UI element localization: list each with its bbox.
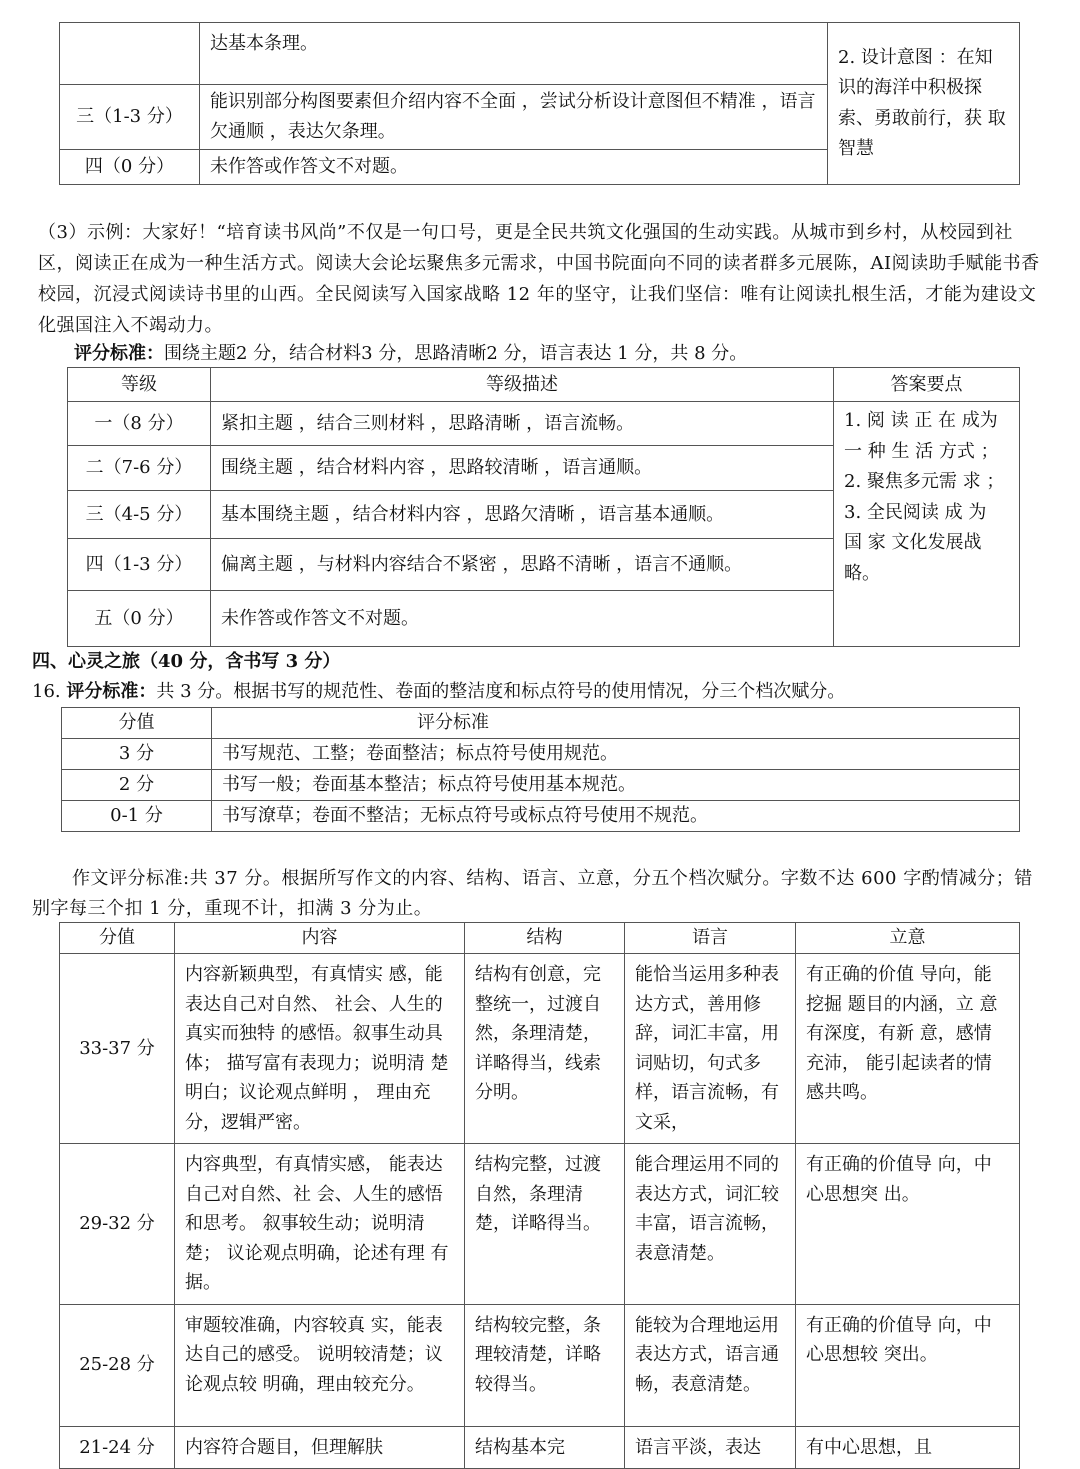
essay-score: 21-24 分 [60, 1426, 175, 1469]
criteria-line [74, 339, 747, 369]
essay-language: 能恰当运用多种表达方式，善用修辞，词汇丰富，用词贴切，句式多样，语言流畅，有文采， [625, 954, 796, 1144]
empty-level-cell [60, 23, 200, 85]
essay-content: 审题较准确，内容较真 实，能表达自己的感受。 说明较清楚；议论观点较 明确，理由较充分。 [175, 1304, 465, 1426]
grade-header: 答案要点 [834, 368, 1020, 402]
essay-theme: 有中心思想，且 [796, 1426, 1020, 1469]
q16-line [32, 677, 845, 707]
q16-text: 共 3 分。根据书写的规范性、卷面的整洁度和标点符号的使用情况，分三个档次赋分。 [156, 681, 846, 702]
criteria-text: 围绕主题2 分，结合材料3 分，思路清晰2 分，语言表达 1 分，共 8 分。 [164, 343, 748, 364]
grade-header: 等级描述 [211, 368, 834, 402]
example-paragraph: （3）示例：大家好！“培育读书风尚”不仅是一句口号，更是全民共筑文化强国的生动实践。从城市到乡村，从校园到社区，阅读正在成为一种生活方式。阅读大会论坛聚焦多元需求，中国书院面向不同的读者群多元展陈，AI阅读助手赋能书香校园，沉浸式阅读诗书里的山西。全民阅读写入国家战略 12 年的坚守，让我们坚信：唯有让阅读扎根生活，才能为建设文化强国注入不竭动力。 [38, 222, 1040, 336]
top-grade-table [59, 22, 1020, 185]
essay-header: 语言 [625, 923, 796, 954]
essay-content: 内容典型，有真情实感， 能表达自己对自然、社 会、人生的感悟和思考。 叙事较生动；说明清楚； 议论观点明确，论述有理 有据。 [175, 1144, 465, 1305]
grade-desc: 紧扣主题 ，结合三则材料 ，思路清晰 ，语言流畅。 [211, 402, 834, 446]
grade-desc: 偏离主题 ，与材料内容结合不紧密 ，思路不清晰 ，语言不通顺。 [211, 539, 834, 591]
essay-header: 内容 [175, 923, 465, 954]
writing-header: 分值 [62, 708, 212, 739]
essay-header: 分值 [60, 923, 175, 954]
grade-level: 一（8 分） [68, 402, 211, 446]
essay-language: 能合理运用不同的表达方式，词汇较丰富，语言流畅，表意清楚。 [625, 1144, 796, 1305]
essay-structure: 结构较完整，条理较清楚，详略较得当。 [465, 1304, 625, 1426]
essay-header: 立意 [796, 923, 1020, 954]
writing-desc: 书写一般；卷面基本整洁；标点符号使用基本规范。 [212, 770, 1020, 801]
essay-score: 29-32 分 [60, 1144, 175, 1305]
writing-score: 2 分 [62, 770, 212, 801]
criteria-label: 评分标准： [74, 343, 164, 364]
essay-score: 33-37 分 [60, 954, 175, 1144]
grade-table [67, 367, 1020, 647]
essay-content: 内容符合题目，但理解肤 [175, 1426, 465, 1469]
essay-language: 语言平淡，表达 [625, 1426, 796, 1469]
essay-content: 内容新颖典型，有真情实 感，能表达自己对自然、 社会、人生的真实而独特 的感悟。叙事生动具体； 描写富有表现力；说明清 楚明白；议论观点鲜明 ， 理由充分，逻辑严密。 [175, 954, 465, 1144]
writing-desc: 书写潦草；卷面不整洁；无标点符号或标点符号使用不规范。 [212, 801, 1020, 832]
writing-desc: 书写规范、工整；卷面整洁；标点符号使用规范。 [212, 739, 1020, 770]
essay-intro: 作文评分标准:共 37 分。根据所写作文的内容、结构、语言、立意，分五个档次赋分。字数不达 600 字酌情减分；错别字每三个扣 1 分，重现不计，扣满 3 分为止。 [32, 868, 1033, 919]
writing-header: 评分标准 [212, 708, 1020, 739]
grade-level: 四（1-3 分） [68, 539, 211, 591]
level-desc-cell: 能识别部分构图要素但介绍内容不全面 ，尝试分析设计意图但不精准 ，语言欠通顺 ，表达欠条理。 [200, 85, 828, 150]
grade-level: 二（7-6 分） [68, 446, 211, 491]
grade-level: 三（4-5 分） [68, 491, 211, 539]
writing-table [61, 707, 1020, 832]
grade-header: 等级 [68, 368, 211, 402]
q16-label: 评分标准： [66, 681, 157, 702]
writing-score: 3 分 [62, 739, 212, 770]
key-point-cell: 2. 设计意图 ：在知 识的海洋中积极探 索、勇敢前行，获 取智慧 [828, 23, 1020, 185]
essay-language: 能较为合理地运用表达方式，语言通畅，表意清楚。 [625, 1304, 796, 1426]
q16-number: 16. [32, 681, 61, 702]
grade-desc: 未作答或作答文不对题。 [211, 591, 834, 647]
grade-desc: 围绕主题 ，结合材料内容 ，思路较清晰 ，语言通顺。 [211, 446, 834, 491]
essay-header: 结构 [465, 923, 625, 954]
essay-theme: 有正确的价值导 向，中心思想较 突出。 [796, 1304, 1020, 1426]
writing-score: 0-1 分 [62, 801, 212, 832]
level-cell: 三（1-3 分） [60, 85, 200, 150]
essay-structure: 结构有创意，完整统一，过渡自然，条理清楚，详略得当，线索分明。 [465, 954, 625, 1144]
level-desc-cell: 未作答或作答文不对题。 [200, 150, 828, 185]
level-desc-cell: 达基本条理。 [200, 23, 828, 85]
essay-structure: 结构完整，过渡自然，条理清楚，详略得当。 [465, 1144, 625, 1305]
essay-table [59, 922, 1020, 1469]
grade-key-points: 1. 阅 读 正 在 成为 一 种 生 活 方式 ；2. 聚焦多元需 求 ；3. 全民阅读 成 为 国 家 文化发展战略。 [834, 402, 1020, 647]
level-cell: 四（0 分） [60, 150, 200, 185]
grade-level: 五（0 分） [68, 591, 211, 647]
grade-desc: 基本围绕主题 ，结合材料内容 ，思路欠清晰 ，语言基本通顺。 [211, 491, 834, 539]
essay-theme: 有正确的价值导 向，中心思想突 出。 [796, 1144, 1020, 1305]
essay-theme: 有正确的价值 导向，能挖掘 题目的内涵，立 意有深度，有新 意，感情充沛， 能引起读者的情 感共鸣。 [796, 954, 1020, 1144]
essay-score: 25-28 分 [60, 1304, 175, 1426]
essay-structure: 结构基本完 [465, 1426, 625, 1469]
section-title: 四、心灵之旅（40 分，含书写 3 分） [32, 651, 341, 672]
